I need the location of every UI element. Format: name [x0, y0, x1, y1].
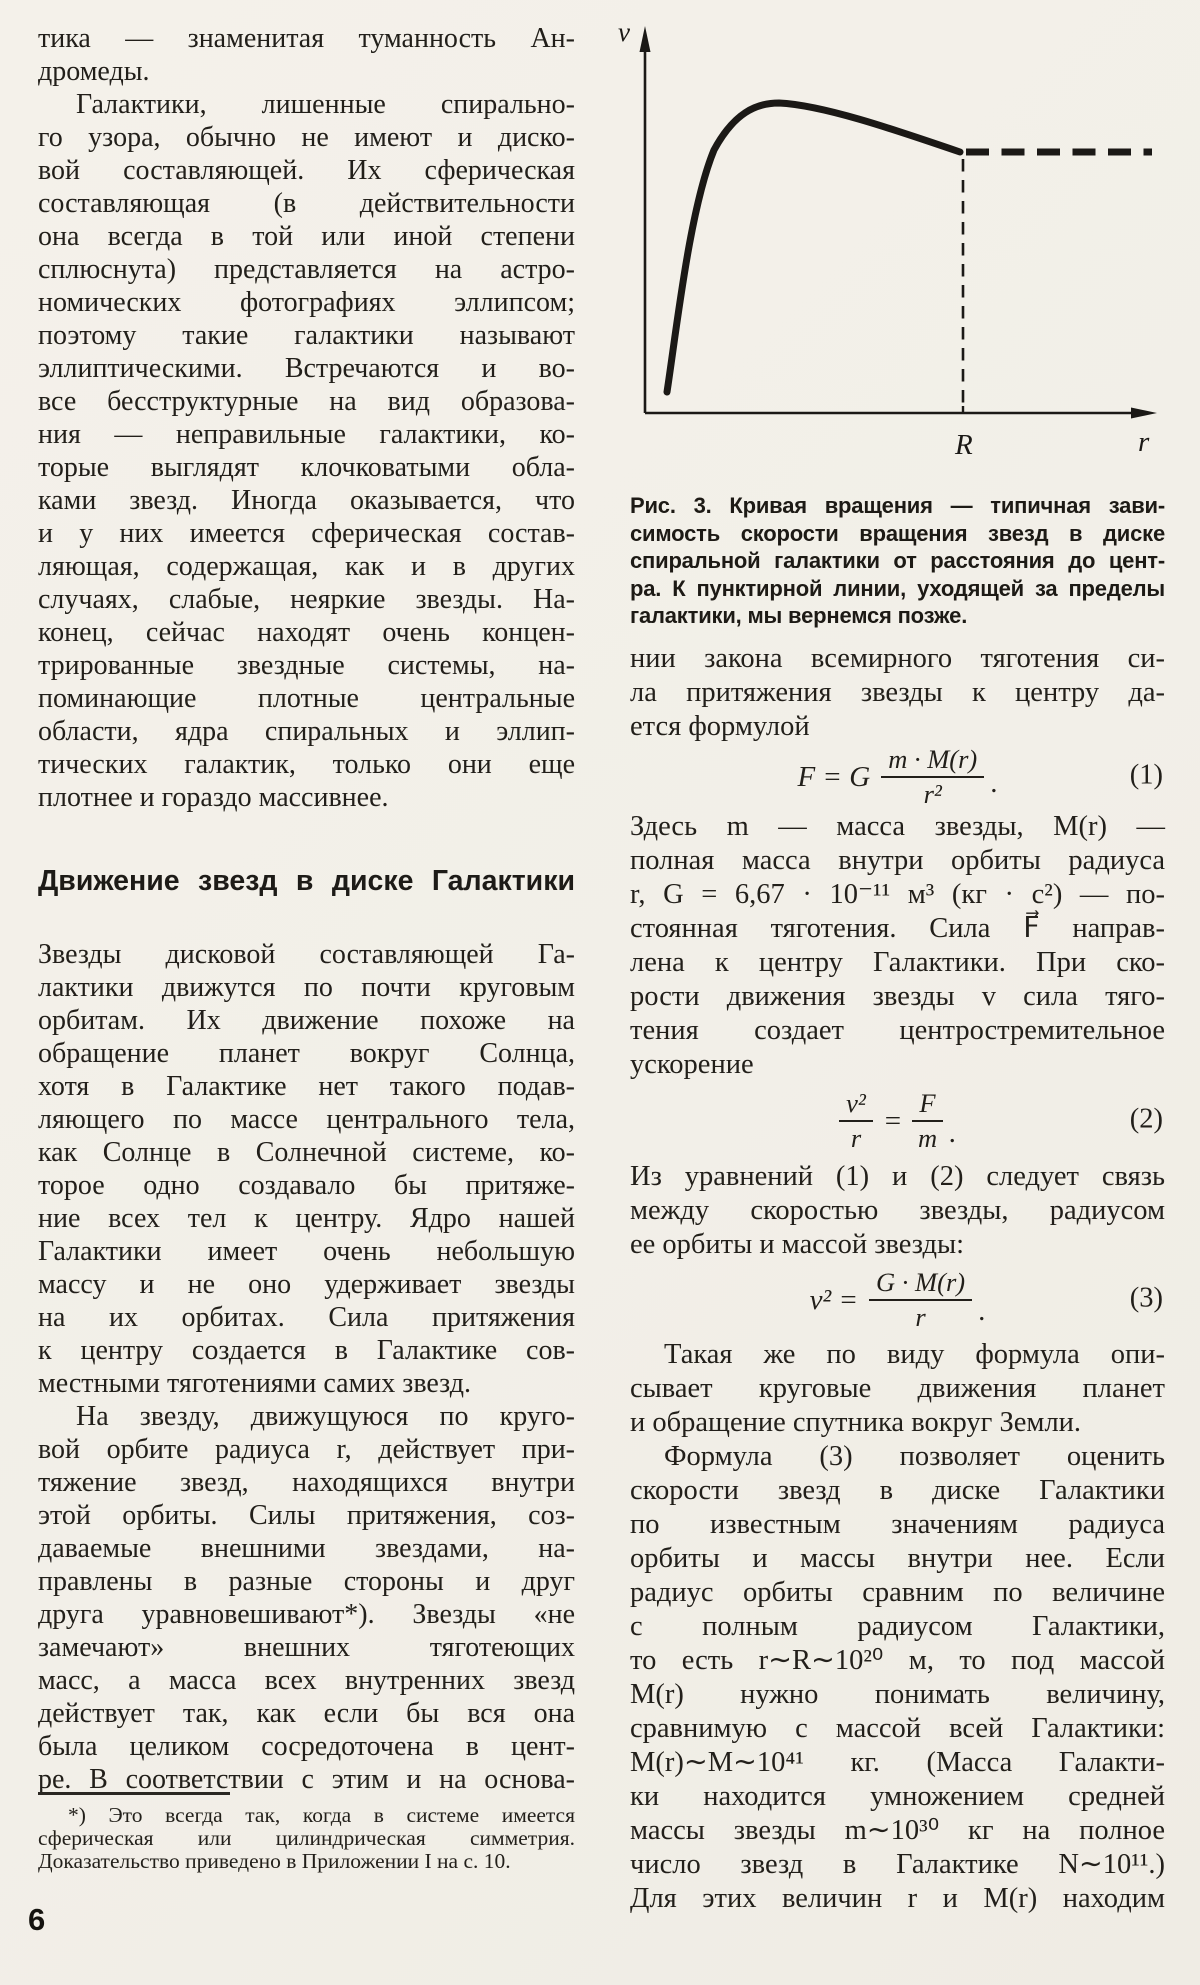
text-line: хотя в Галактике нет такого подав- — [38, 1071, 575, 1102]
formula-1-lhs: F = G — [797, 761, 871, 793]
text-line: нии закона всемирного тяготения си- — [630, 643, 1165, 674]
text-line: го узора, обычно не имеют и диско- — [38, 122, 575, 153]
text-line: ее орбиты и массой звезды: — [630, 1229, 965, 1260]
y-axis-label: v — [618, 17, 630, 47]
x-tick-label: R — [955, 429, 973, 461]
text-line: на их орбитах. Сила притяжения — [38, 1302, 575, 1333]
formula-2 — [630, 1082, 1165, 1160]
text-line: друга уравновешивают*). Звезды «не — [38, 1599, 575, 1630]
left-paragraphs-bottom — [38, 938, 575, 1796]
right-link-lines — [630, 1160, 1165, 1262]
text-line: ла притяжения звезды к центру да- — [630, 677, 1165, 708]
text-line: конец, сейчас находят очень концен- — [38, 617, 575, 648]
text-line: ние всех тел к центру. Ядро нашей — [38, 1203, 575, 1234]
text-line: правлены в разные стороны и друг — [38, 1566, 575, 1597]
formula-2-number: (2) — [1129, 1103, 1163, 1135]
formula-2-right-denominator: m — [917, 1123, 938, 1153]
formula-3-numerator: G · M(r) — [869, 1268, 972, 1301]
text-line: действует так, как если бы вся она — [38, 1698, 575, 1729]
y-axis-arrow-icon — [640, 26, 651, 52]
text-line: ра. К пунктирной линии, уходящей за пределы — [630, 575, 1165, 601]
formula-1-number: (1) — [1129, 759, 1163, 791]
section-heading: Движение звезд в диске Галактики — [38, 865, 575, 897]
text-line: стоянная тяготения. Сила F⃗ направ- — [630, 913, 1165, 944]
text-line: номических фотографиях эллипсом; — [38, 287, 575, 318]
formula-3-fraction — [869, 1268, 972, 1331]
text-line: тика — знаменитая туманность Ан- — [38, 23, 575, 54]
text-line: и у них имеется сферическая состав- — [38, 518, 575, 549]
footnote — [38, 1792, 575, 1873]
left-paragraphs-top — [38, 22, 575, 814]
text-line: *) Это всегда так, когда в системе имеется — [68, 1803, 575, 1827]
text-line: Галактики, лишенные спирально- — [76, 89, 575, 120]
text-line: Звезды дисковой составляющей Га- — [38, 939, 575, 970]
text-line: тяжение звезд, находящихся внутри — [38, 1467, 575, 1498]
text-line: между скоростью звезды, радиусом — [630, 1195, 1165, 1226]
text-line: и обращение спутника вокруг Земли. — [630, 1407, 1082, 1438]
text-line: все бесструктурные на вид образова- — [38, 386, 575, 417]
text-line: дромеды. — [38, 56, 150, 87]
text-line: число звезд в Галактике N∼10¹¹.) — [630, 1849, 1165, 1880]
text-line: эллиптическими. Встречаются и во- — [38, 353, 575, 384]
text-line: Такая же по виду формула опи- — [664, 1339, 1165, 1370]
formula-2-left-denominator: r — [850, 1123, 862, 1153]
formula-2-right-numerator: F — [912, 1089, 942, 1122]
text-line: массы звезды m∼10³⁰ кг на полное — [630, 1815, 1165, 1846]
text-line: плотнее и гораздо массивнее. — [38, 782, 389, 813]
formula-3 — [630, 1262, 1165, 1338]
text-line: области, ядра спиральных и эллип- — [38, 716, 575, 747]
formula-3-period: . — [978, 1295, 986, 1327]
text-line: сывает круговые движения планет — [630, 1373, 1165, 1404]
text-line: лактики движутся по почти круговым — [38, 972, 575, 1003]
text-line: рости движения звезды v сила тяго- — [630, 981, 1165, 1012]
text-line: вой составляющей. Их сферическая — [38, 155, 575, 186]
text-line: галактики, мы вернемся позже. — [630, 603, 968, 629]
formula-3-denominator: r — [915, 1302, 926, 1332]
text-line: сравнимую с массой всей Галактики: — [630, 1713, 1165, 1744]
text-line: ки находится умножением средней — [630, 1781, 1165, 1812]
x-axis-arrow-icon — [1131, 408, 1157, 419]
text-line: была целиком сосредоточена в цент- — [38, 1731, 575, 1762]
text-line: ния — неправильные галактики, ко- — [38, 419, 575, 450]
formula-1-fraction — [881, 745, 984, 808]
text-line: M(r) нужно понимать величину, — [630, 1679, 1165, 1710]
text-line: Для этих величин r и M(r) находим — [630, 1883, 1165, 1914]
text-line: к центру создается в Галактике сов- — [38, 1335, 575, 1366]
left-column — [38, 22, 575, 1796]
text-line: спиральной галактики от расстояния до цент- — [630, 548, 1165, 574]
text-line: сплюснута) представляется на астро- — [38, 254, 575, 285]
formula-2-left-numerator: v² — [839, 1089, 873, 1122]
page-number: 6 — [28, 1902, 46, 1937]
text-line: ками звезд. Иногда оказывается, что — [38, 485, 575, 516]
text-line: Здесь m — масса звезды, M(r) — — [630, 811, 1165, 842]
text-line: ре. В соответствии с этим и на основа- — [38, 1764, 575, 1795]
footnote-rule — [38, 1792, 230, 1795]
right-tail-lines — [630, 1338, 1165, 1916]
text-line: как Солнце в Солнечной системе, ко- — [38, 1137, 575, 1168]
text-line: поминающие плотные центральные — [38, 683, 575, 714]
text-line: сферическая или цилиндрическая симметрия. — [38, 1826, 575, 1850]
text-line: тения создает центростремительное — [630, 1015, 1165, 1046]
text-line: Из уравнений (1) и (2) следует связь — [630, 1161, 1165, 1192]
text-line: замечают» внешних тяготеющих — [38, 1632, 575, 1663]
text-line: трированные звездные системы, на- — [38, 650, 575, 681]
right-intro-lines — [630, 642, 1165, 744]
text-line: Доказательство приведено в Приложении I на с. 10. — [38, 1849, 511, 1873]
text-line: массу и не оно удерживает звезды — [38, 1269, 575, 1300]
text-line: симость скорости вращения звезд в диске — [630, 520, 1165, 546]
text-line: ляющая, содержащая, как и в других — [38, 551, 575, 582]
text-line: даваемые внешними звездами, на- — [38, 1533, 575, 1564]
x-axis-label: r — [1138, 426, 1150, 458]
text-line: орбиты и массы внутри нее. Если — [630, 1543, 1165, 1574]
text-line: обращение планет вокруг Солнца, — [38, 1038, 575, 1069]
rotation-curve-solid — [667, 103, 960, 392]
text-line: тических галактик, только они еще — [38, 749, 575, 780]
formula-1 — [630, 744, 1165, 810]
text-line: ется формулой — [630, 711, 810, 742]
text-line: торые выглядят клочковатыми обла- — [38, 452, 575, 483]
figure-caption — [630, 492, 1165, 630]
formula-3-lhs: v² = — [809, 1284, 859, 1316]
text-line: r, G = 6,67 · 10⁻¹¹ м³ (кг · с²) — по- — [630, 879, 1165, 910]
text-line: Галактики имеет очень небольшую — [38, 1236, 575, 1267]
formula-1-denominator: r² — [923, 779, 942, 809]
text-line: по известным значениям радиуса — [630, 1509, 1165, 1540]
text-line: этой орбиты. Силы притяжения, соз- — [38, 1500, 575, 1531]
text-line: На звезду, движущуюся по круго- — [76, 1401, 575, 1432]
rotation-curve-figure — [600, 8, 1170, 468]
text-line: лена к центру Галактики. При ско- — [630, 947, 1165, 978]
text-line: скорости звезд в диске Галактики — [630, 1475, 1165, 1506]
text-line: орбитам. Их движение похоже на — [38, 1005, 575, 1036]
text-line: ляющего по массе центрального тела, — [38, 1104, 575, 1135]
text-line: Формула (3) позволяет оценить — [664, 1441, 1165, 1472]
right-mid-lines — [630, 810, 1165, 1082]
text-line: торое одно создавало бы притяже- — [38, 1170, 575, 1201]
text-line: масс, а масса всех внутренних звезд — [38, 1665, 575, 1696]
text-line: составляющая (в действительности — [38, 188, 575, 219]
footnote-lines — [38, 1804, 575, 1873]
right-column — [630, 642, 1165, 1916]
formula-1-numerator: m · M(r) — [881, 745, 984, 778]
text-line: она всегда в той или иной степени — [38, 221, 575, 252]
text-line: Рис. 3. Кривая вращения — типичная зави- — [630, 493, 1165, 518]
text-line: M(r)∼M∼10⁴¹ кг. (Масса Галакти- — [630, 1747, 1165, 1778]
text-line: случаях, слабые, неяркие звезды. На- — [38, 584, 575, 615]
text-line: поэтому такие галактики называют — [38, 320, 575, 351]
formula-1-period: . — [990, 767, 998, 799]
formula-2-equals: = — [882, 1105, 903, 1137]
text-line: с полным радиусом Галактики, — [630, 1611, 1165, 1642]
text-line: вой орбите радиуса r, действует при- — [38, 1434, 575, 1465]
text-line: полная масса внутри орбиты радиуса — [630, 845, 1165, 876]
text-line: то есть r∼R∼10²⁰ м, то под массой — [630, 1645, 1165, 1676]
formula-2-fraction-right — [912, 1089, 942, 1152]
formula-2-fraction-left — [839, 1089, 873, 1152]
text-line: радиус орбиты сравним по величине — [630, 1577, 1165, 1608]
formula-2-period: . — [948, 1117, 956, 1149]
text-line: ускорение — [630, 1049, 754, 1080]
formula-3-number: (3) — [1129, 1282, 1163, 1314]
text-line: местными тяготениями самих звезд. — [38, 1368, 471, 1399]
